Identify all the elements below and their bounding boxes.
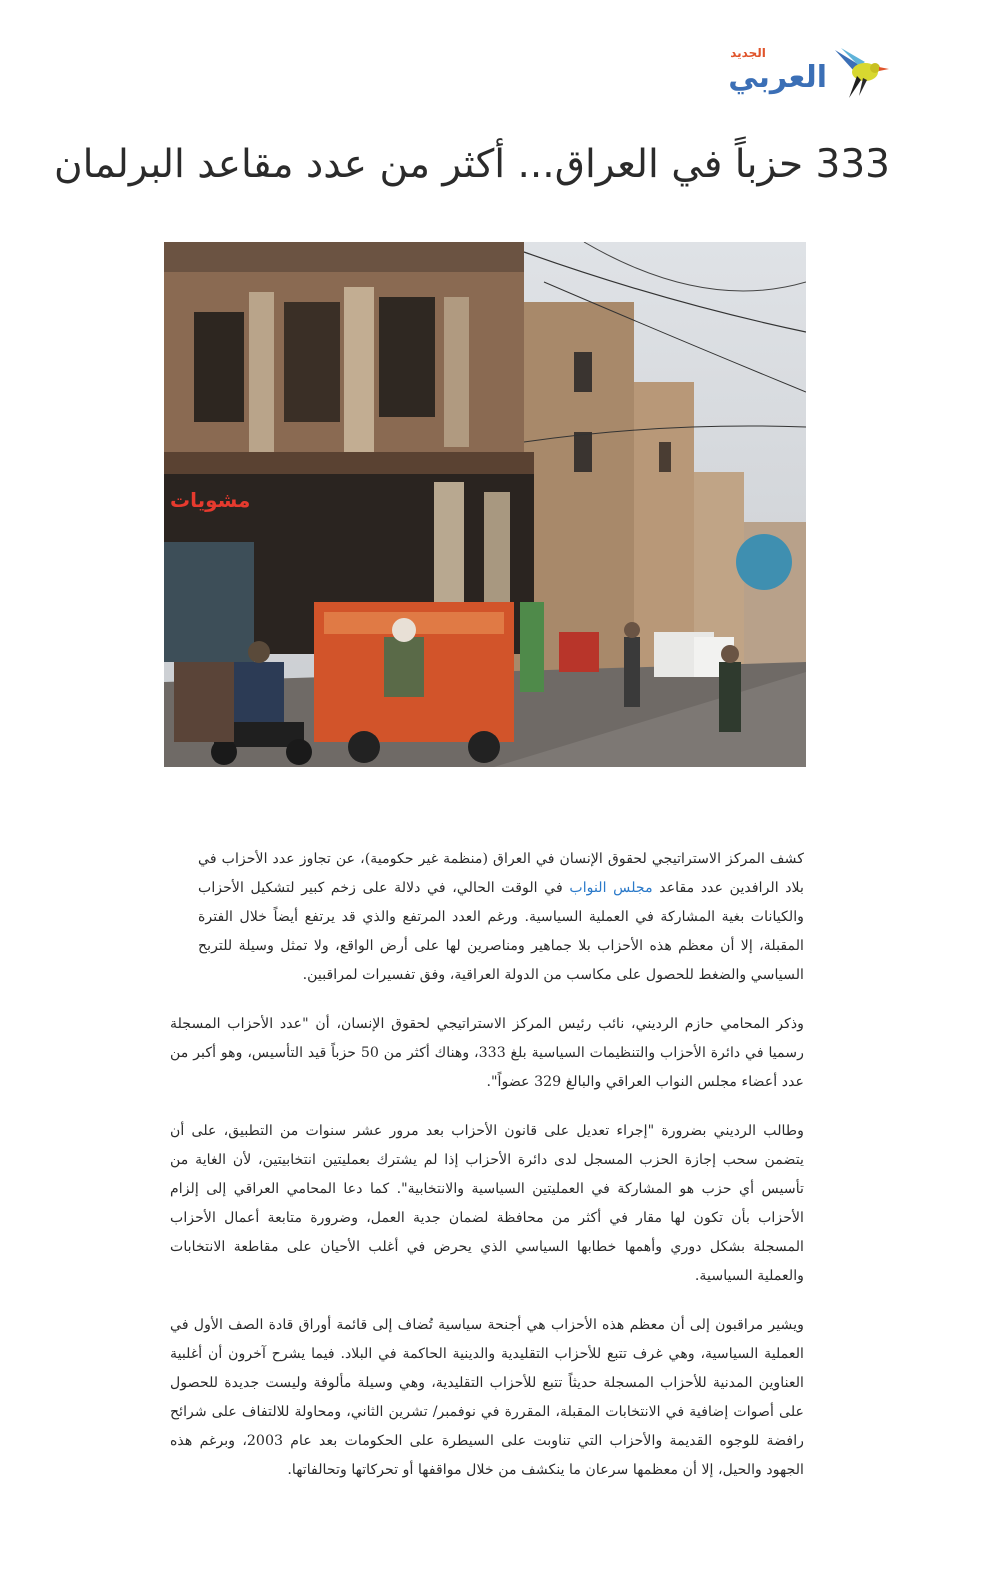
shop-sign-text: مشويات (170, 488, 251, 512)
logo-wordmark (728, 46, 827, 95)
article-paragraph: وطالب الرديني بضرورة "إجراء تعديل على قانون الأحزاب بعد مرور عشر سنوات من التطبيق، على أن يتضمن سحب إجازة الحزب المسجل لدى دائرة الأحزاب إذا لم يشترك بعمليتين انتخابيتين، لأن الغاية من تأسيس أي حزب هو المشاركة في العمليتين السياسية والانتخابية". كما دعا المحامي العراقي إلى إلزام الأحزاب بأن تكون لها مقار في أكثر من محافظة لضمان جدية العمل، وضرورة متابعة أعمال الأحزاب المسجلة بشكل دوري وأهمها خطابها السياسي الذي يحرض في أغلب الأحيان على مقاطعة الانتخابات والعملية السياسية. (170, 1123, 804, 1284)
logo-name: العربي (728, 60, 827, 95)
logo-subtitle: الجديد (730, 46, 766, 60)
paragraph-text: في الوقت الحالي، في دلالة على زخم كبير لتشكيل الأحزاب والكيانات بغية المشاركة في العملية السياسية. ورغم العدد المرتفع والذي قد يرتفع أيضاً خلال الفترة المقبلة، إلا أن معظم هذه الأحزاب بلا جماهير ومناصرين لها على أرض الواقع، ولا تمثل وسيلة للتربح السياسي والضغط للحصول على مكاسب من الدولة العراقية، وفق تفسيرات لمراقبين. (198, 880, 804, 983)
street-scene-image (164, 242, 806, 767)
bird-logo-icon (831, 44, 893, 102)
article-paragraph: ويشير مراقبون إلى أن معظم هذه الأحزاب هي أجنحة سياسية تُضاف إلى قائمة أوراق قادة الصف الأول في العملية السياسية، وهي غرف تتبع للأحزاب التقليدية والدينية الحاكمة في البلاد. فيما يشرح آخرون أن أغلبية العناوين المدنية للأحزاب المسجلة حديثاً تتبع للأحزاب التقليدية، وهي وسيلة مألوفة وليست جديدة للحصول على أصوات إضافية في الانتخابات المقبلة، المقررة في نوفمبر/ تشرين الثاني، ومحاولة للالتفاف على شرائح رافضة للوجوه القديمة والأحزاب التي تناوبت على السيطرة على الحكومات بعد عام 2003، وبرغم هذه الجهود والحيل، إلا أن معظمها سرعان ما ينكشف من خلال مواقفها أو تحركاتها وتحالفاتها. (170, 1317, 804, 1478)
article-paragraph (170, 845, 804, 990)
site-logo[interactable] (683, 44, 893, 102)
article-title: 333 حزباً في العراق... أكثر من عدد مقاعد البرلمان (53, 142, 890, 187)
article-hero-image (164, 242, 806, 767)
article-paragraph: وذكر المحامي حازم الرديني، نائب رئيس المركز الاستراتيجي لحقوق الإنسان، أن "عدد الأحزاب المسجلة رسميا في دائرة الأحزاب والتنظيمات السياسية بلغ 333، وهناك أكثر من 50 حزباً قيد التأسيس، وهو أكبر من عدد أعضاء مجلس النواب العراقي والبالغ 329 عضواً". (170, 1016, 804, 1090)
paragraph-text: كشف المركز الاستراتيجي لحقوق الإنسان في العراق (منظمة غير حكومية)، عن تجاوز عدد الأحزاب في بلاد الرافدين عدد مقاعد (198, 851, 804, 896)
parliament-link[interactable]: مجلس النواب (569, 880, 653, 896)
article-body (170, 845, 804, 1505)
